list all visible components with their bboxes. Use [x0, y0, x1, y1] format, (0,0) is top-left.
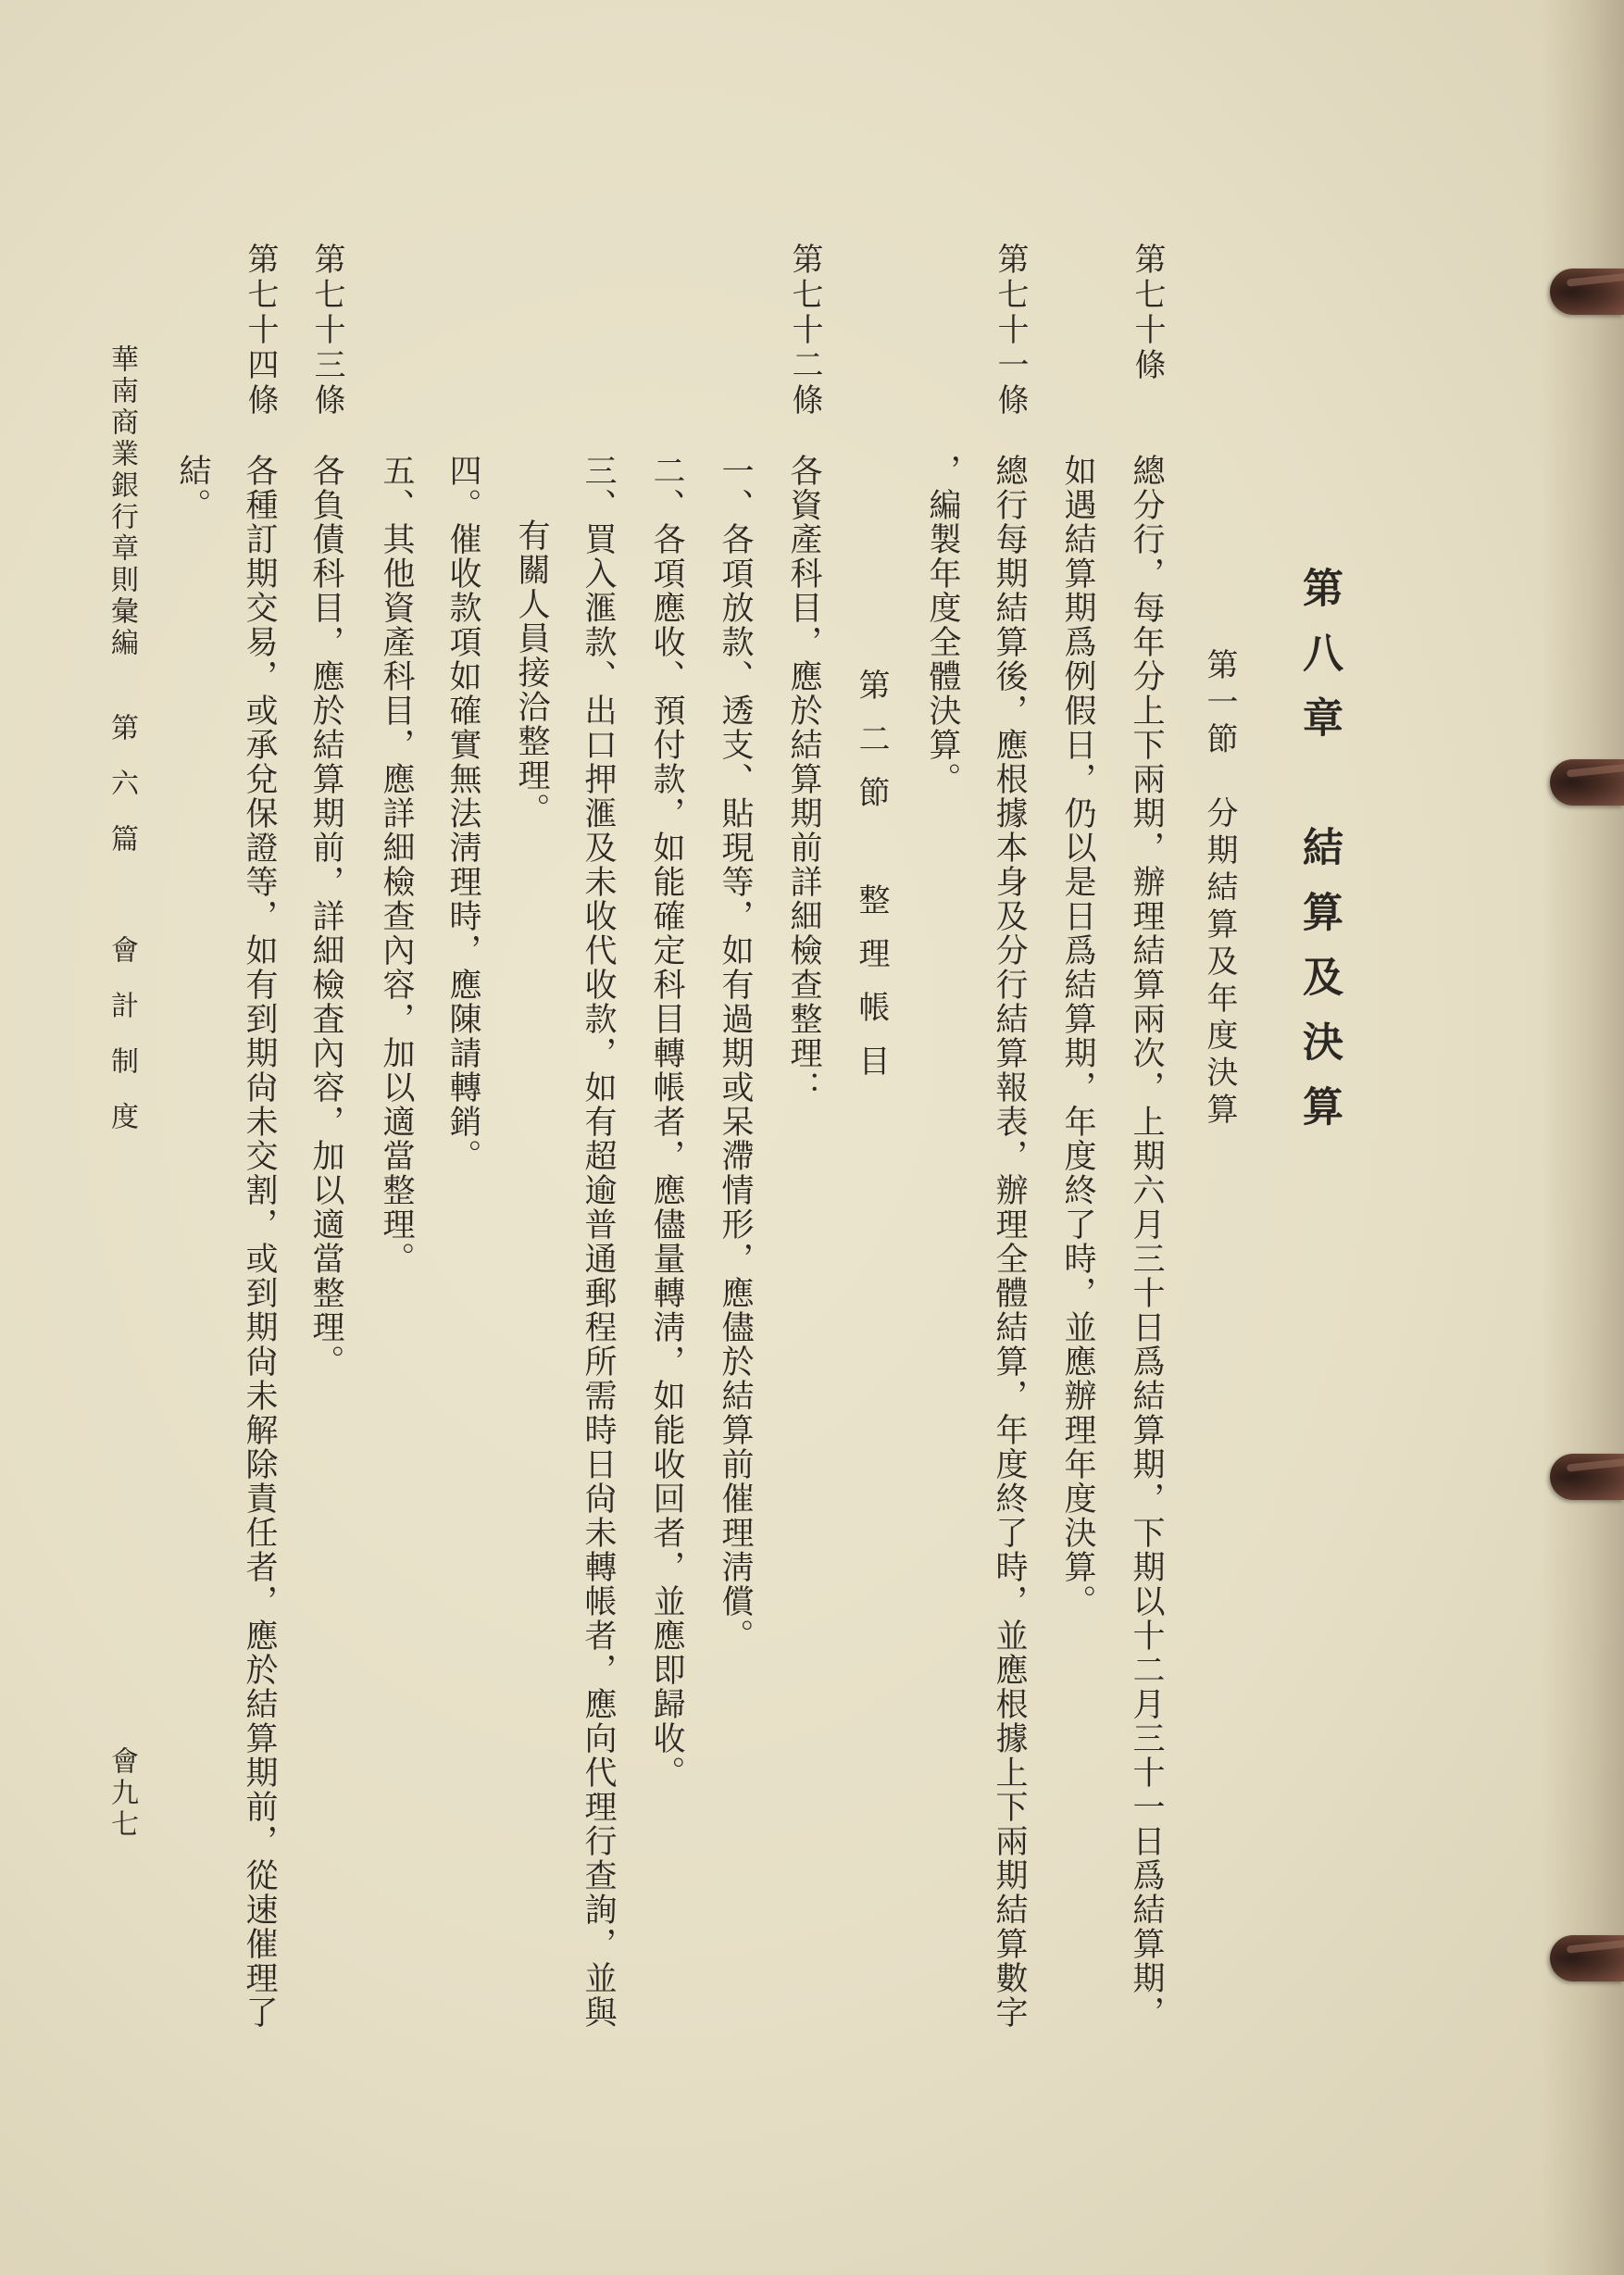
article-72-item-3-line1: 三、買入滙款、出口押滙及未收代收款，如有超逾普通郵程所需時日尙未轉帳者，應向代理行查詢，並與 — [580, 454, 617, 2030]
article-72-item-2: 二、各項應收、預付款，如能確定科目轉帳者，應儘量轉淸，如能收回者，並應即歸收。 — [648, 454, 685, 1790]
article-72-item-4: 四。催收款項如確實無法淸理時，應陳請轉銷。 — [444, 454, 481, 1173]
article-70-label: 第七十條 — [1129, 243, 1166, 383]
binding-hole-2 — [1550, 759, 1624, 806]
section-2-title: 第二節 整理帳目 — [853, 669, 890, 1098]
article-74-text-line2: 結。 — [174, 454, 211, 522]
footer-book-title: 華南商業銀行章則彙編 — [106, 344, 138, 659]
article-72-label: 第七十二條 — [786, 243, 823, 419]
article-71-text-line1: 總行每期結算後，應根據本身及分行結算報表，辦理全體結算，年度終了時，並應根據上下兩期結算數字 — [991, 454, 1028, 2030]
article-70-text-line2: 如遇結算期爲例假日，仍以是日爲結算期，年度終了時，並應辦理年度決算。 — [1059, 454, 1096, 1619]
article-70-text-line1: 總分行，每年分上下兩期，辦理結算兩次，上期六月三十日爲結算期，下期以十二月三十一日爲結算期， — [1128, 454, 1165, 2030]
article-71-text-line2: ，編製年度全體決算。 — [924, 454, 961, 796]
footer-part-title: 第六篇 會計制度 — [106, 713, 138, 1157]
page-number: 會九七 — [106, 1746, 138, 1841]
article-72-item-1: 一、各項放款、透支、貼現等，如有過期或呆滯情形，應儘於結算前催理淸償。 — [717, 454, 754, 1653]
binding-hole-3 — [1550, 1454, 1624, 1500]
article-73-text: 各負債科目，應於結算期前，詳細檢査內容，加以適當整理。 — [307, 454, 344, 1379]
article-72-item-3-line2: 有關人員接洽整理。 — [513, 519, 550, 827]
section-1-title: 第一節 分期結算及年度決算 — [1201, 648, 1238, 1130]
page-edge-shadow — [1541, 0, 1624, 2275]
binding-hole-4 — [1550, 1935, 1624, 1981]
article-73-label: 第七十三條 — [308, 243, 345, 419]
binding-hole-1 — [1550, 269, 1624, 315]
article-72-item-5: 五、其他資產科目，應詳細檢查內容，加以適當整理。 — [378, 454, 415, 1276]
article-71-label: 第七十一條 — [992, 243, 1029, 419]
chapter-title: 第八章 結算及決算 — [1295, 567, 1343, 1150]
article-74-label: 第七十四條 — [242, 243, 279, 419]
article-72-intro: 各資產科目，應於結算期前詳細檢查整理： — [785, 454, 822, 1105]
article-74-text-line1: 各種訂期交易，或承兌保證等，如有到期尙未交割，或到期尙未解除責任者，應於結算期前，從速催理了 — [241, 454, 278, 2030]
